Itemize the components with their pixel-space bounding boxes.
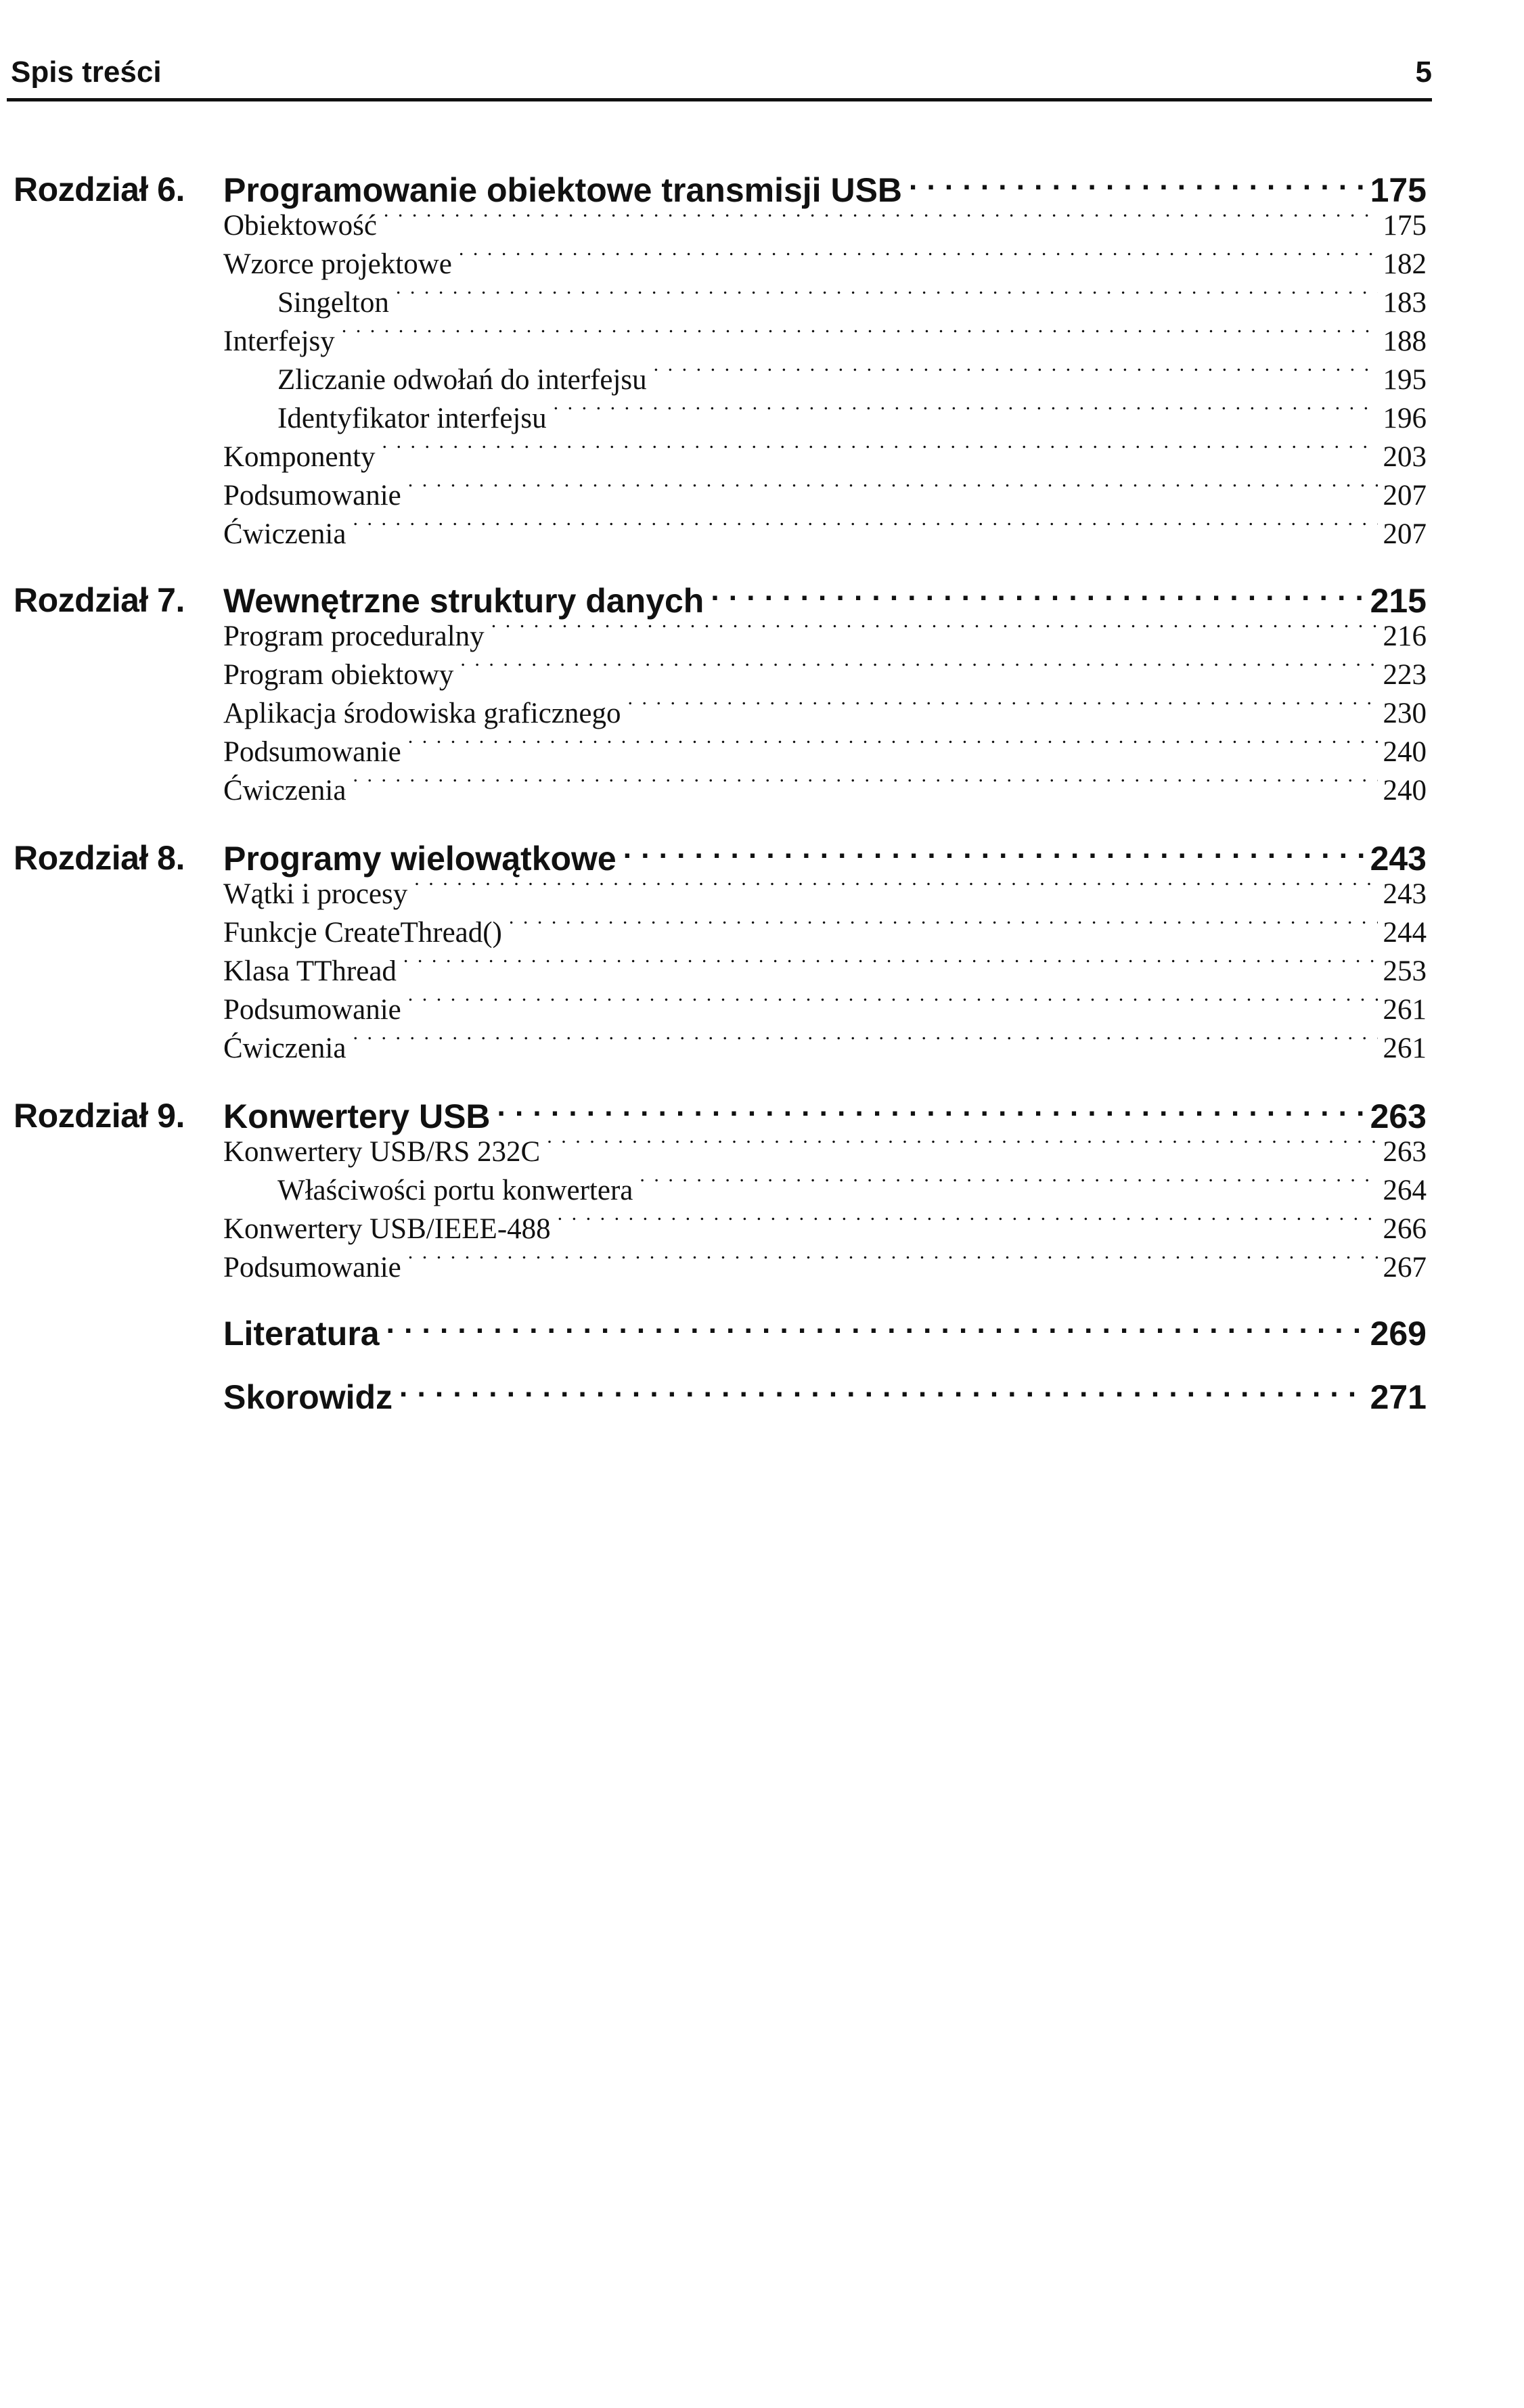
entry-page: 244 <box>1383 917 1427 949</box>
entry-page: 266 <box>1383 1213 1427 1245</box>
toc-entry[interactable] <box>223 732 1427 770</box>
chapter-title: Programowanie obiektowe transmisji USB <box>223 171 903 209</box>
entry-title: Podsumowanie <box>223 736 401 768</box>
entry-title: Singelton <box>277 287 389 319</box>
dot-leader <box>399 1375 1365 1409</box>
entry-page: 261 <box>1383 994 1427 1026</box>
entry-title: Konwertery USB/IEEE-488 <box>223 1213 551 1245</box>
entry-title: Funkcje CreateThread() <box>223 917 502 949</box>
chapter-title: Programy wielowątkowe <box>223 840 617 878</box>
chapter-label: Rozdział 9. <box>14 1097 185 1135</box>
entry-page: 243 <box>1383 878 1427 910</box>
chapter-title-row[interactable] <box>223 836 1427 880</box>
entry-page: 230 <box>1383 698 1427 729</box>
chapter-title: Konwertery USB <box>223 1097 491 1135</box>
dot-leader <box>353 514 1377 543</box>
toc-entry[interactable] <box>223 437 1427 475</box>
entry-page: 183 <box>1383 287 1427 319</box>
entry-page: 267 <box>1383 1252 1427 1283</box>
dot-leader <box>396 283 1378 312</box>
toc-entry[interactable] <box>223 514 1427 552</box>
toc-entry[interactable] <box>223 913 1427 951</box>
entry-page: 253 <box>1383 955 1427 987</box>
dot-leader <box>353 771 1377 800</box>
toc-subentry[interactable] <box>277 360 1427 398</box>
dot-leader <box>403 951 1378 980</box>
dot-leader <box>384 206 1378 235</box>
dot-leader <box>408 476 1378 505</box>
toc-subentry[interactable] <box>277 399 1427 436</box>
dot-leader <box>386 1311 1365 1345</box>
entry-title: Konwertery USB/RS 232C <box>223 1136 541 1168</box>
dot-leader <box>408 990 1378 1019</box>
dot-leader <box>342 321 1378 350</box>
toc-entry[interactable] <box>223 874 1427 912</box>
toc-entry[interactable] <box>223 655 1427 693</box>
backmatter-title: Skorowidz <box>223 1378 393 1416</box>
toc-subentry[interactable] <box>277 283 1427 321</box>
entry-page: 216 <box>1383 620 1427 652</box>
entry-page: 195 <box>1383 364 1427 396</box>
entry-page: 203 <box>1383 441 1427 473</box>
entry-title: Interfejsy <box>223 325 335 357</box>
toc-subentry[interactable] <box>277 1171 1427 1208</box>
entry-title: Identyfikator interfejsu <box>277 403 547 434</box>
entry-page: 188 <box>1383 325 1427 357</box>
entry-page: 263 <box>1383 1136 1427 1168</box>
chapter-page: 175 <box>1370 171 1427 209</box>
dot-leader <box>558 1209 1378 1238</box>
dot-leader <box>460 655 1377 684</box>
dot-leader <box>509 913 1378 942</box>
dot-leader <box>414 874 1377 903</box>
dot-leader <box>654 360 1378 389</box>
dot-leader <box>627 694 1377 723</box>
entry-page: 196 <box>1383 403 1427 434</box>
toc-entry[interactable] <box>223 244 1427 282</box>
entry-title: Obiektowość <box>223 210 377 242</box>
backmatter-row[interactable] <box>223 1375 1427 1418</box>
toc-entry[interactable] <box>223 694 1427 731</box>
entry-title: Program obiektowy <box>223 659 454 691</box>
dot-leader <box>353 1028 1377 1058</box>
toc-entry[interactable] <box>223 1209 1427 1247</box>
chapter-title: Wewnętrzne struktury danych <box>223 582 704 620</box>
dot-leader <box>547 1132 1377 1161</box>
backmatter-title: Literatura <box>223 1315 380 1353</box>
entry-page: 182 <box>1383 248 1427 280</box>
entry-page: 240 <box>1383 775 1427 807</box>
chapter-page: 263 <box>1370 1097 1427 1135</box>
entry-title: Zliczanie odwołań do interfejsu <box>277 364 647 396</box>
chapter-title-row[interactable] <box>223 578 1427 622</box>
dot-leader <box>491 616 1378 645</box>
dot-leader <box>909 168 1365 202</box>
backmatter-page: 271 <box>1370 1378 1427 1416</box>
dot-leader <box>497 1094 1365 1128</box>
entry-title: Klasa TThread <box>223 955 397 987</box>
chapter-label: Rozdział 7. <box>14 581 185 619</box>
dot-leader <box>382 437 1378 466</box>
backmatter-row[interactable] <box>223 1311 1427 1355</box>
entry-title: Aplikacja środowiska graficznego <box>223 698 621 729</box>
dot-leader <box>711 578 1364 612</box>
entry-page: 207 <box>1383 518 1427 550</box>
entry-title: Program proceduralny <box>223 620 485 652</box>
chapter-label: Rozdział 6. <box>14 171 185 208</box>
header-rule <box>7 98 1432 101</box>
entry-page: 264 <box>1383 1175 1427 1206</box>
entry-title: Podsumowanie <box>223 994 401 1026</box>
toc-entry[interactable] <box>223 476 1427 514</box>
backmatter-page: 269 <box>1370 1315 1427 1353</box>
chapter-title-row[interactable] <box>223 1094 1427 1137</box>
chapter-page: 243 <box>1370 840 1427 878</box>
dot-leader <box>640 1171 1377 1200</box>
running-header <box>11 51 1432 99</box>
chapter-page: 215 <box>1370 582 1427 620</box>
dot-leader <box>623 836 1365 870</box>
entry-title: Podsumowanie <box>223 1252 401 1283</box>
dot-leader <box>554 399 1378 428</box>
toc-entry[interactable] <box>223 616 1427 654</box>
entry-page: 175 <box>1383 210 1427 242</box>
header-title: Spis treści <box>11 55 162 89</box>
toc-entry[interactable] <box>223 206 1427 244</box>
chapter-label: Rozdział 8. <box>14 839 185 877</box>
entry-title: Podsumowanie <box>223 480 401 512</box>
entry-page: 261 <box>1383 1032 1427 1064</box>
toc-entry[interactable] <box>223 771 1427 809</box>
dot-leader <box>459 244 1378 273</box>
dot-leader <box>408 732 1378 761</box>
toc-entry[interactable] <box>223 1028 1427 1066</box>
entry-title: Ćwiczenia <box>223 1032 346 1064</box>
chapter-title-row[interactable] <box>223 168 1427 211</box>
entry-title: Ćwiczenia <box>223 775 346 807</box>
entry-title: Właściwości portu konwertera <box>277 1175 633 1206</box>
entry-title: Wątki i procesy <box>223 878 408 910</box>
entry-title: Wzorce projektowe <box>223 248 452 280</box>
toc-entry[interactable] <box>223 951 1427 989</box>
toc-entry[interactable] <box>223 321 1427 359</box>
dot-leader <box>408 1248 1378 1277</box>
entry-page: 223 <box>1383 659 1427 691</box>
entry-page: 207 <box>1383 480 1427 512</box>
toc-entry[interactable] <box>223 1132 1427 1170</box>
entry-title: Komponenty <box>223 441 376 473</box>
header-page-number: 5 <box>1415 55 1432 89</box>
entry-page: 240 <box>1383 736 1427 768</box>
toc-entry[interactable] <box>223 1248 1427 1286</box>
toc-entry[interactable] <box>223 990 1427 1028</box>
entry-title: Ćwiczenia <box>223 518 346 550</box>
